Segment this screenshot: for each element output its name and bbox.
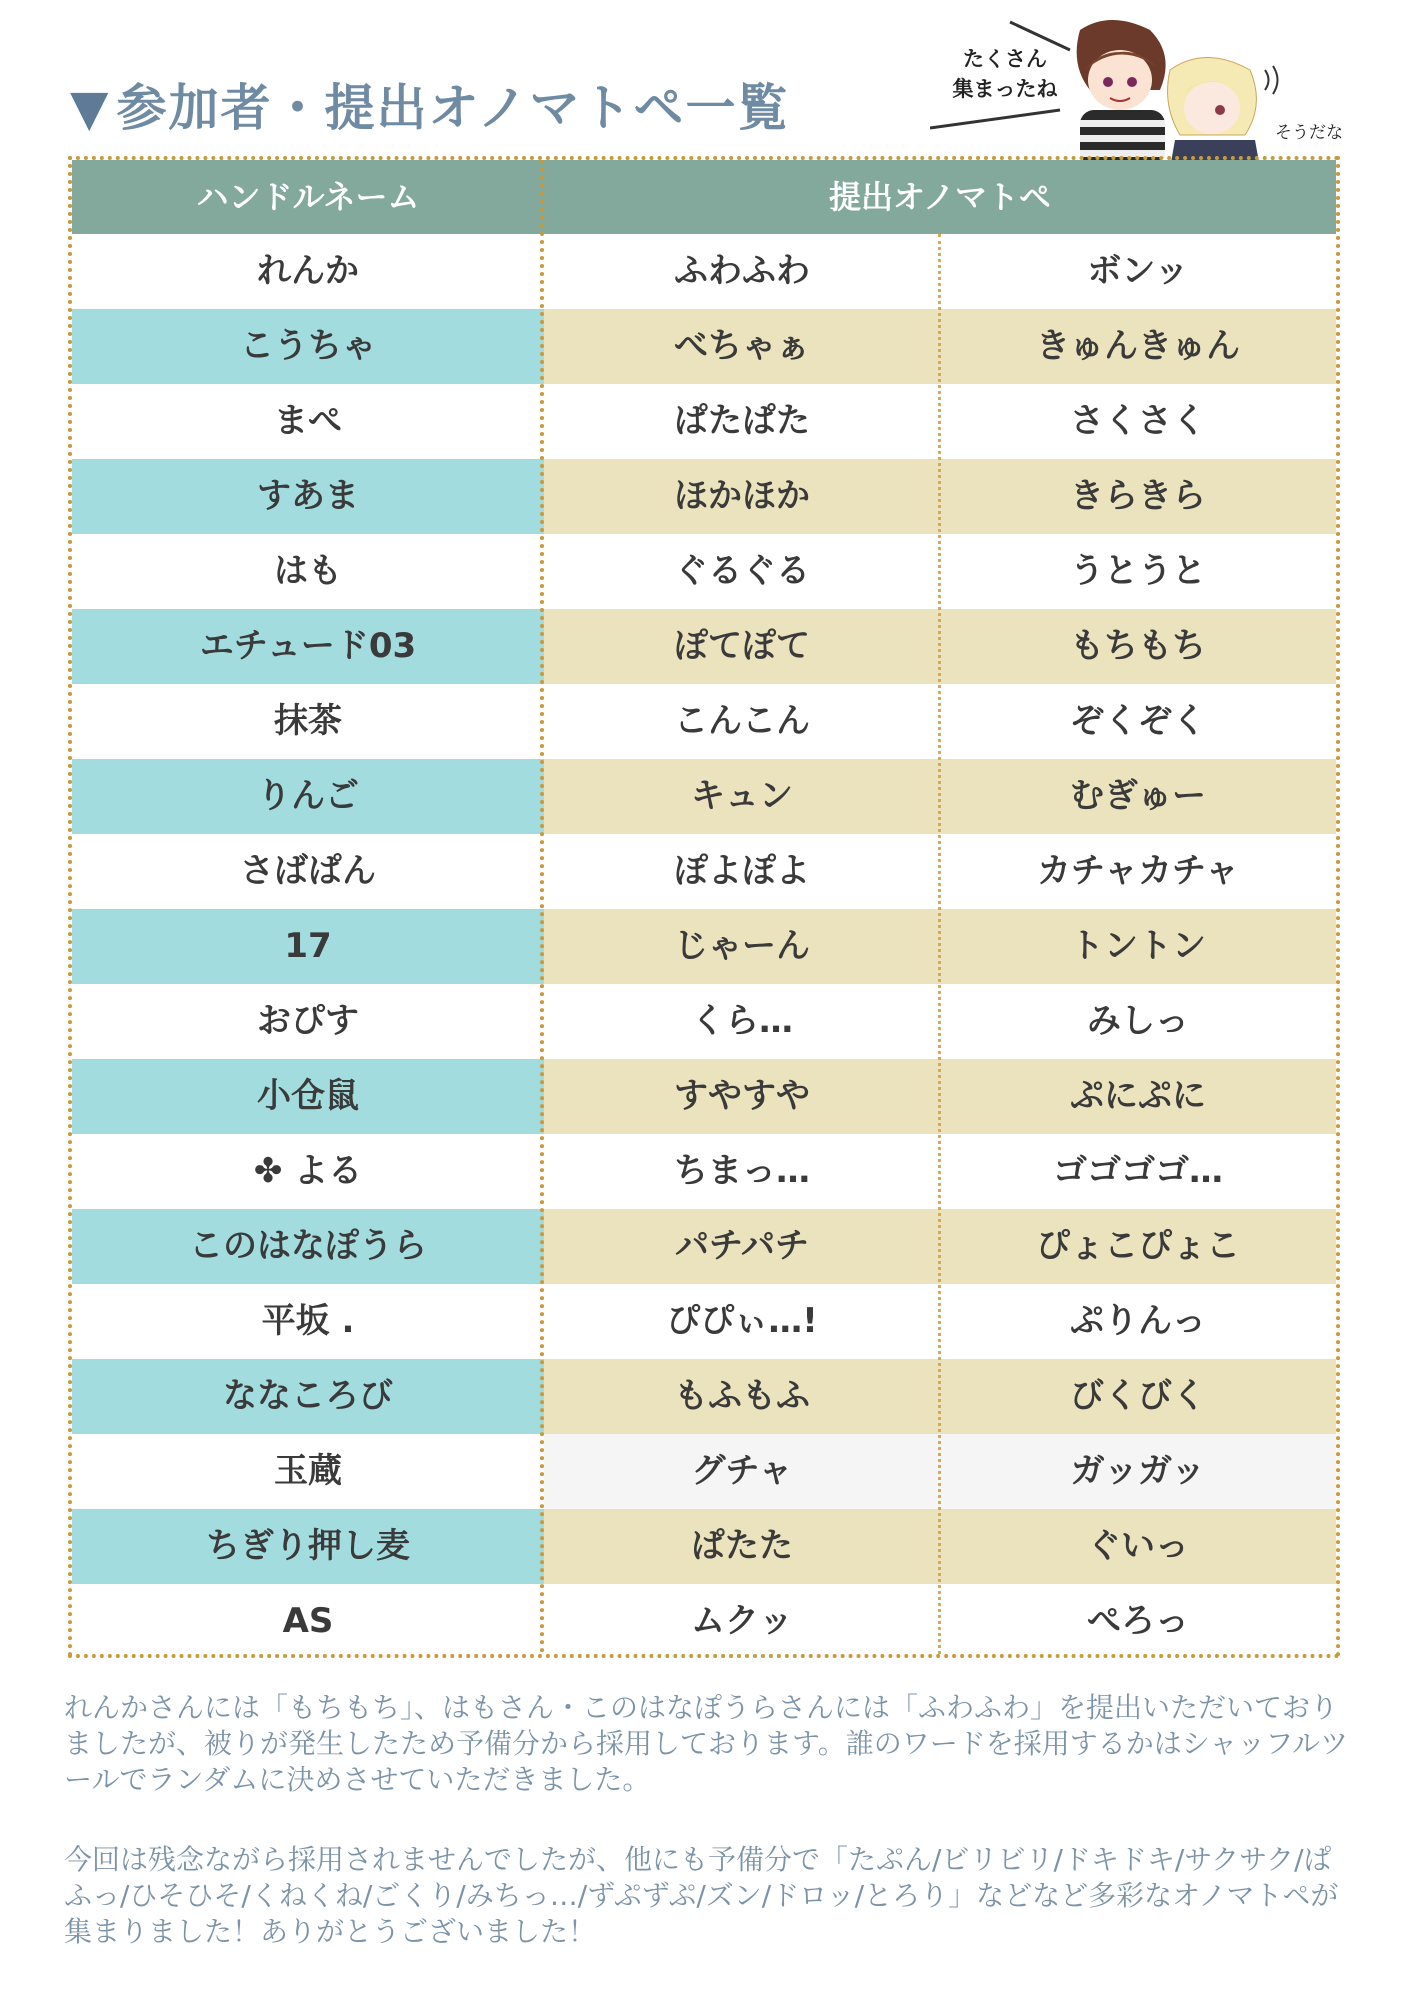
handle-name-cell: このはなぽうら: [72, 1209, 544, 1284]
onomatopoeia-cell: むぎゅー: [940, 759, 1336, 834]
table-row: [72, 459, 1336, 534]
header-onomatopoeia: 提出オノマトペ: [828, 178, 1052, 216]
handle-name-cell: まぺ: [274, 401, 342, 441]
onomatopoeia-cell: ほかほか: [544, 459, 940, 534]
handle-name-cell: 小仓鼠: [72, 1059, 544, 1134]
header-handle-name: ハンドルネーム: [196, 178, 420, 216]
handle-name-cell: 抹茶: [274, 701, 342, 741]
onomatopoeia-cell: ぴょこぴょこ: [940, 1209, 1336, 1284]
handle-name-cell: 17: [72, 909, 544, 984]
table-row: [72, 1359, 1336, 1434]
table-body: [72, 234, 1336, 1659]
onomatopoeia-cell: こんこん: [674, 701, 810, 741]
onomatopoeia-cell: べちゃぁ: [544, 309, 940, 384]
column-divider: [540, 160, 544, 1654]
handle-name-cell: ちぎり押し麦: [72, 1509, 544, 1584]
note-paragraph-1: れんかさんには「もちもち」、はもさん・このはなぽうらさんには「ふわふわ」を提出いただいておりましたが、被りが発生したため予備分から採用しております。誰のワードを採用するかはシャッフルツールでランダムに決めさせていただきました。: [64, 1691, 1349, 1796]
handle-name-cell: おぴす: [257, 1001, 359, 1041]
table-row: [72, 1284, 1336, 1359]
onomatopoeia-cell: すやすや: [544, 1059, 940, 1134]
table-row: [72, 984, 1336, 1059]
onomatopoeia-cell: ガッガッ: [940, 1434, 1336, 1509]
character-left-icon: [1077, 20, 1166, 165]
onomatopoeia-cell: ぴぴぃ…!: [666, 1301, 818, 1341]
handle-name-cell: さばぱん: [240, 851, 376, 891]
onomatopoeia-cell: ボンッ: [1087, 251, 1189, 291]
participants-table: [68, 156, 1340, 1658]
onomatopoeia-cell: ぐるぐる: [674, 551, 810, 591]
onomatopoeia-cell: グチャ: [544, 1434, 940, 1509]
handle-name-cell: 平坂 .: [261, 1301, 355, 1341]
onomatopoeia-cell: パチパチ: [544, 1209, 940, 1284]
handle-name-cell: すあま: [72, 459, 544, 534]
handle-name-cell: エチュード03: [72, 609, 544, 684]
onomatopoeia-cell: さくさく: [1070, 401, 1206, 441]
handle-name-cell: 玉蔵: [274, 1451, 342, 1491]
table-row: [72, 1209, 1336, 1284]
onomatopoeia-cell: ぞくぞく: [1070, 701, 1206, 741]
column-divider: [938, 234, 941, 1654]
onomatopoeia-cell: キュン: [544, 759, 940, 834]
onomatopoeia-cell: ぷにぷに: [940, 1059, 1336, 1134]
table-header: [72, 160, 1336, 234]
onomatopoeia-cell: ゴゴゴゴ…: [1053, 1151, 1223, 1191]
onomatopoeia-cell: ぱたぱた: [674, 401, 810, 441]
onomatopoeia-cell: みしっ: [1087, 1001, 1189, 1041]
onomatopoeia-cell: カチャカチャ: [1037, 851, 1239, 891]
onomatopoeia-cell: もふもふ: [544, 1359, 940, 1434]
handle-name-cell: ななころび: [72, 1359, 544, 1434]
table-row: [72, 534, 1336, 609]
onomatopoeia-cell: じゃーん: [544, 909, 940, 984]
handle-name-cell: はも: [274, 551, 342, 591]
handle-name-cell: れんか: [257, 251, 359, 291]
handle-name-cell: AS: [282, 1601, 334, 1641]
onomatopoeia-cell: ぽよぽよ: [674, 851, 810, 891]
table-row: [72, 1509, 1336, 1584]
handle-name-cell: りんご: [72, 759, 544, 834]
table-row: [72, 609, 1336, 684]
table-row: [72, 1584, 1336, 1659]
onomatopoeia-cell: びくびく: [940, 1359, 1336, 1434]
triangle-marker-icon: ▼: [70, 79, 111, 137]
onomatopoeia-cell: きらきら: [940, 459, 1336, 534]
speech-left-line1: たくさん: [963, 47, 1047, 71]
onomatopoeia-cell: ぽてぽて: [544, 609, 940, 684]
page-title: [70, 68, 789, 140]
handle-name-cell: ✤ よる: [253, 1151, 363, 1191]
table-row: [72, 759, 1336, 834]
table-row: [72, 684, 1336, 759]
table-row: [72, 834, 1336, 909]
page-title-text: 参加者・提出オノマトペ一覧: [116, 79, 790, 137]
onomatopoeia-cell: ムクッ: [691, 1601, 793, 1641]
table-row: [72, 309, 1336, 384]
onomatopoeia-cell: トントン: [940, 909, 1336, 984]
table-row: [72, 1059, 1336, 1134]
table-row: [72, 909, 1336, 984]
onomatopoeia-cell: ぷりんっ: [1070, 1301, 1206, 1341]
onomatopoeia-cell: ぺろっ: [1087, 1601, 1189, 1641]
note-paragraph-2: 今回は残念ながら採用されませんでしたが、他にも予備分で「たぷん/ビリビリ/ドキドキ/サクサク/ぱふっ/ひそひそ/くねくね/ごくり/みちっ…/ずぷずぷ/ズン/ドロッ/とろり」などなど多彩なオノマトペが集まりました！ありがとうございました！: [64, 1843, 1339, 1948]
onomatopoeia-cell: ぐいっ: [940, 1509, 1336, 1584]
character-right-icon: [1168, 58, 1278, 169]
table-row: [72, 1434, 1336, 1509]
table-row: [72, 384, 1336, 459]
onomatopoeia-cell: うとうと: [1070, 551, 1206, 591]
table-row: [72, 234, 1336, 309]
handle-name-cell: こうちゃ: [72, 309, 544, 384]
table-row: [72, 1134, 1336, 1209]
onomatopoeia-cell: ふわふわ: [674, 251, 810, 291]
onomatopoeia-cell: もちもち: [940, 609, 1336, 684]
speech-left-line2: 集まったね: [952, 77, 1058, 101]
speech-bubble-right: そうだな: [1275, 123, 1343, 143]
onomatopoeia-cell: くら…: [691, 1001, 793, 1041]
onomatopoeia-cell: ぱたた: [544, 1509, 940, 1584]
onomatopoeia-cell: きゅんきゅん: [940, 309, 1336, 384]
onomatopoeia-cell: ちまっ…: [674, 1151, 810, 1191]
